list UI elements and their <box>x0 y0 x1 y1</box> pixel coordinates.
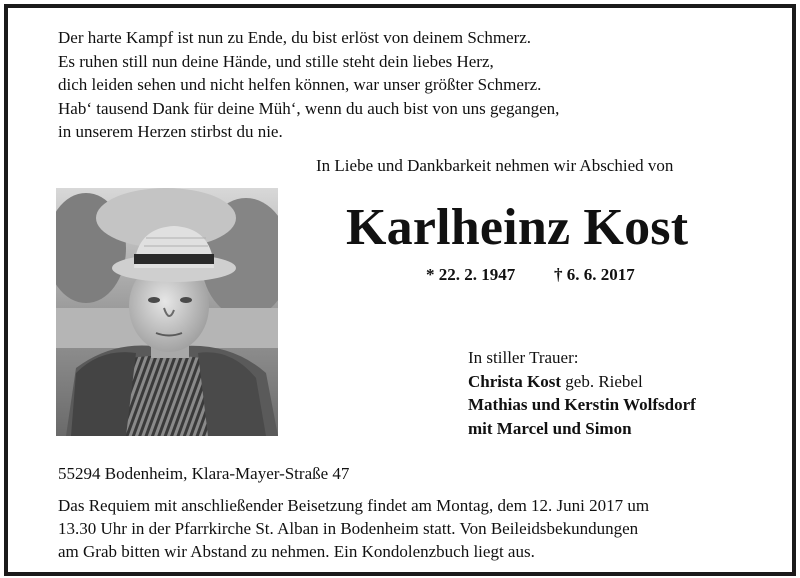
notice-line: 13.30 Uhr in der Pfarrkirche St. Alban in Bodenheim statt. Von Beileidsbekundungen <box>58 519 639 538</box>
family-address: 55294 Bodenheim, Klara-Mayer-Straße 47 <box>58 464 350 483</box>
mourner-maiden-name: geb. Riebel <box>561 371 643 391</box>
poem-line: in unserem Herzen stirbst du nie. <box>58 122 283 141</box>
funeral-notice <box>58 494 649 563</box>
mourner-line: Mathias und Kerstin Wolfsdorf <box>468 395 696 414</box>
mourner-name: Christa Kost <box>468 371 562 391</box>
death-date: † 6. 6. 2017 <box>554 265 635 284</box>
mourner-line <box>468 370 696 394</box>
farewell-intro: In Liebe und Dankbarkeit nehmen wir Abschied von <box>316 156 674 175</box>
poem-line: Hab‘ tausend Dank für deine Müh‘, wenn du auch bist von uns gegangen, <box>58 98 560 118</box>
poem <box>58 26 559 144</box>
mourners-heading: In stiller Trauer: <box>468 348 579 367</box>
notice-line: am Grab bitten wir Abstand zu nehmen. Ein Kondolenzbuch liegt aus. <box>58 542 535 561</box>
portrait-photo <box>56 188 278 436</box>
obituary-frame <box>4 4 796 576</box>
deceased-name: Karlheinz Kost <box>346 199 689 256</box>
mourner-line: mit Marcel und Simon <box>468 418 632 438</box>
poem-line: Der harte Kampf ist nun zu Ende, du bist erlöst von deinem Schmerz. <box>58 28 532 47</box>
mourners-block <box>468 346 696 440</box>
poem-line: Es ruhen still nun deine Hände, und stille steht dein liebes Herz, <box>58 51 494 71</box>
notice-line: Das Requiem mit anschließender Beisetzung findet am Montag, dem 12. Juni 2017 um <box>58 496 650 515</box>
poem-line: dich leiden sehen und nicht helfen können, war unser größter Schmerz. <box>58 75 542 94</box>
birth-date: * 22. 2. 1947 <box>426 265 516 284</box>
